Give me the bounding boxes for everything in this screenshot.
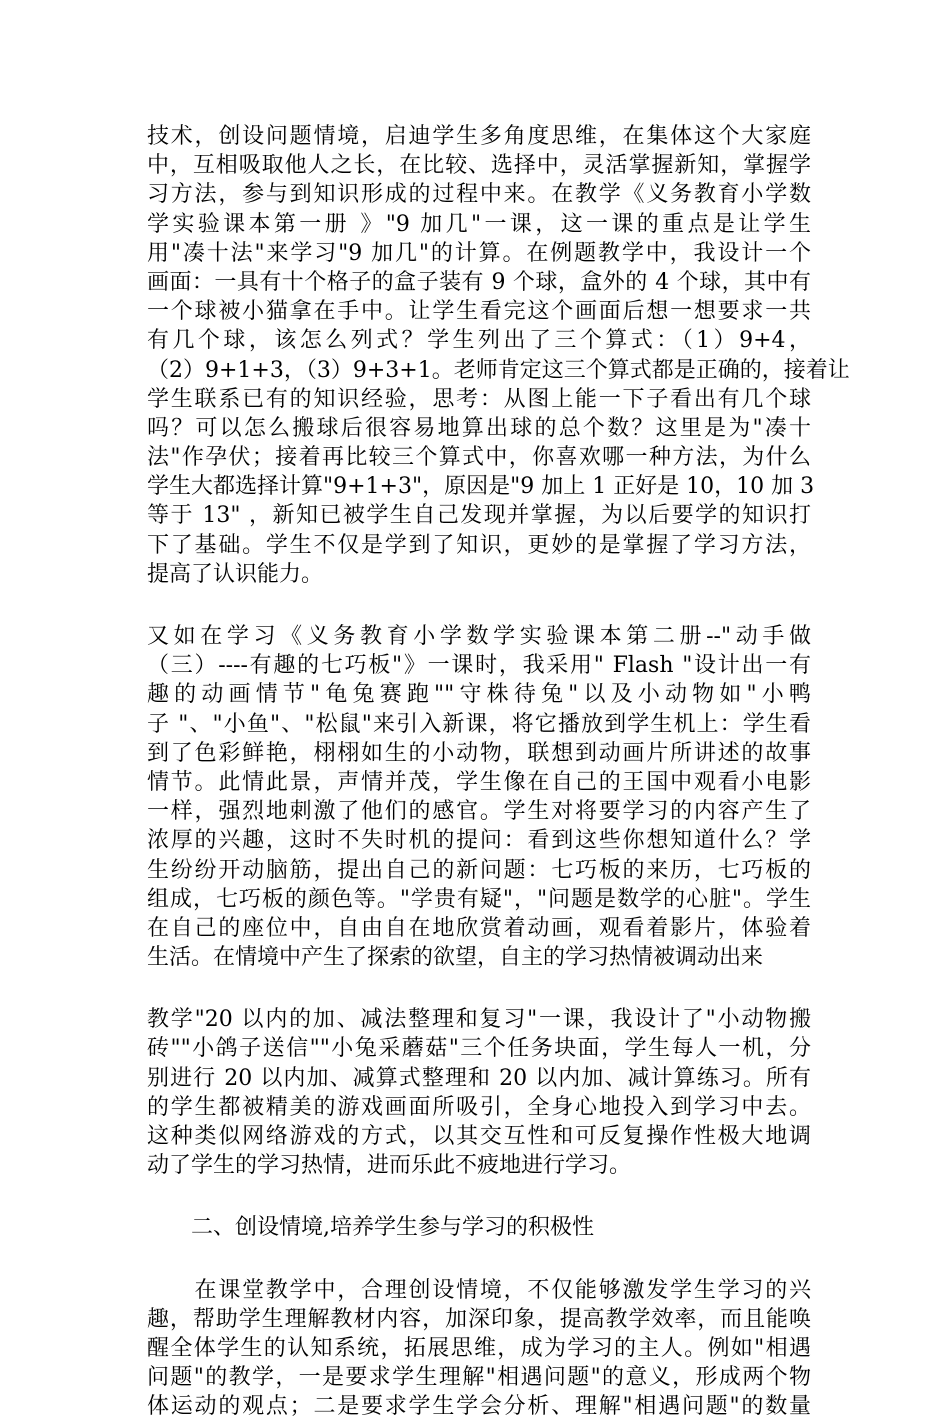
text-line: 一样，强烈地刺激了他们的感官。学生对将要学习的内容产生了 [147, 799, 811, 825]
text-line: 习方法，参与到知识形成的过程中来。在教学《义务教育小学数 [147, 182, 811, 208]
paragraph-gap [147, 589, 811, 622]
text-line: 到了色彩鲜艳，栩栩如生的小动物，联想到动画片所讲述的故事 [147, 740, 811, 766]
paragraph-3 [147, 1005, 811, 1180]
text-line: 学生联系已有的知识经验，思考：从图上能一下子看出有几个球 [147, 386, 811, 412]
text-line: 又如在学习《义务教育小学数学实验课本第二册--"动手做 [147, 624, 811, 649]
text-line: 的学生都被精美的游戏画面所吸引，全身心地投入到学习中去。 [147, 1094, 811, 1120]
document-page [147, 122, 850, 1422]
text-line: 吗？可以怎么搬球后很容易地算出球的总个数？这里是为"凑十 [147, 415, 811, 441]
text-line: （三）----有趣的七巧板"》一课时，我采用" Flash "设计出一有 [147, 653, 811, 679]
text-line: 这种类似网络游戏的方式，以其交互性和可反复操作性极大地调 [147, 1124, 811, 1149]
text-line: 在课堂教学中，合理创设情境，不仅能够激发学生学习的兴 [147, 1277, 811, 1303]
paragraph-4 [147, 1276, 811, 1422]
text-line: 在自己的座位中，自由自在地欣赏着动画，观看着影片，体验着 [147, 915, 811, 941]
text-line: 学实验课本第一册 》"9 加几"一课，这一课的重点是让学生 [147, 211, 811, 237]
paragraph-gap [147, 972, 811, 1005]
text-line: 一个球被小猫拿在手中。让学生看完这个画面后想一想要求一共 [147, 299, 811, 325]
text-line: 浓厚的兴趣，这时不失时机的提问：看到这些你想知道什么？学 [147, 828, 811, 854]
section-heading-text: 二、创设情境,培养学生参与学习的积极性 [147, 1215, 594, 1241]
text-line: 学生大都选择计算"9+1+3"，原因是"9 加上 1 正好是 10，10 加 3 [147, 474, 815, 500]
text-line: 体运动的观点；二是要求学生学会分析、理解"相遇问题"的数量 [147, 1394, 811, 1420]
text-line: （2）9+1+3，（3）9+3+1。老师肯定这三个算式都是正确的，接着让 [147, 357, 850, 383]
text-line: 组成，七巧板的颜色等。"学贵有疑"，"问题是数学的心脏"。学生 [147, 886, 811, 912]
text-line: 生纷纷开动脑筋，提出自己的新问题：七巧板的来历，七巧板的 [147, 857, 811, 883]
text-line: 等于 13" ，新知已被学生自己发现并掌握，为以后要学的知识打 [147, 503, 811, 529]
text-line: 教学"20 以内的加、减法整理和复习"一课，我设计了"小动物搬 [147, 1007, 811, 1033]
section-heading [147, 1213, 811, 1242]
text-line: 生活。在情境中产生了探索的欲望，自主的学习热情被调动出来 [147, 945, 764, 971]
text-line: 情节。此情此景，声情并茂，学生像在自己的王国中观看小电影 [147, 769, 811, 795]
text-line: 砖""小鸽子送信""小兔采蘑菇"三个任务块面，学生每人一机，分 [147, 1036, 811, 1062]
text-line: 下了基础。学生不仅是学到了知识，更妙的是掌握了学习方法， [147, 532, 811, 558]
paragraph-1 [147, 122, 850, 589]
text-line: 醒全体学生的认知系统，拓展思维，成为学习的主人。例如"相遇 [147, 1335, 811, 1361]
text-line: 问题"的教学，一是要求学生理解"相遇问题"的意义，形成两个物 [147, 1365, 811, 1391]
paragraph-2 [147, 622, 811, 972]
text-line: 技术，创设问题情境，启迪学生多角度思维，在集体这个大家庭 [147, 124, 811, 149]
text-line: 中，互相吸取他人之长，在比较、选择中，灵活掌握新知，掌握学 [147, 153, 811, 179]
text-line: 画面：一具有十个格子的盒子装有 9 个球，盒外的 4 个球，其中有 [147, 269, 811, 295]
text-line: 提高了认识能力。 [147, 561, 324, 587]
text-line: 趣，帮助学生理解教材内容，加深印象，提高教学效率，而且能唤 [147, 1306, 811, 1332]
text-line: 别进行 20 以内加、减算式整理和 20 以内加、减计算练习。所有 [147, 1065, 811, 1091]
text-line: 用"凑十法"来学习"9 加几"的计算。在例题教学中，我设计一个 [147, 240, 811, 266]
paragraph-gap [147, 1243, 811, 1276]
paragraph-gap [147, 1180, 811, 1213]
text-line: 法"作孕伏；接着再比较三个算式中，你喜欢哪一种方法，为什么 [147, 445, 811, 471]
text-line: 动了学生的学习热情，进而乐此不疲地进行学习。 [147, 1153, 632, 1179]
text-line: 趣的动画情节"龟兔赛跑""守株待兔"以及小动物如"小鸭 [147, 682, 811, 708]
text-line: 有几个球，该怎么列式？学生列出了三个算式：（1）9+4， [147, 328, 811, 354]
text-line: 子 "、"小鱼"、"松鼠"来引入新课，将它播放到学生机上：学生看 [147, 711, 811, 737]
